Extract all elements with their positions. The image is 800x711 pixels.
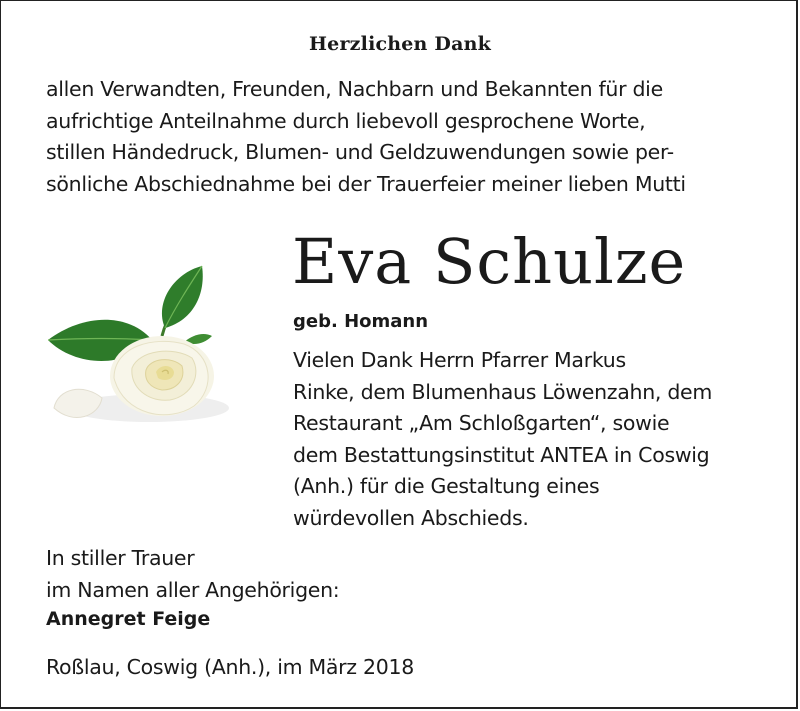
notice-heading: Herzlichen Dank	[309, 33, 491, 55]
place-date: Roßlau, Coswig (Anh.), im März 2018	[46, 655, 414, 679]
intro-text	[46, 74, 766, 200]
intro-line: stillen Händedruck, Blumen- und Geldzuwendungen sowie per-	[46, 140, 674, 164]
thanks-line: (Anh.) für die Gestaltung eines	[293, 474, 600, 498]
white-rose-icon	[44, 258, 234, 438]
thanks-text	[293, 345, 773, 534]
thanks-line: dem Bestattungsinstitut ANTEA in Coswig	[293, 442, 710, 467]
signer-name: Annegret Feige	[46, 608, 211, 630]
thanks-line: Vielen Dank Herrn Pfarrer Markus	[293, 348, 626, 372]
intro-line: aufrichtige Anteilnahme durch liebevoll gesprochene Worte,	[46, 108, 646, 133]
rose-bloom	[110, 336, 214, 416]
closing-text	[46, 543, 339, 606]
intro-line: allen Verwandten, Freunden, Nachbarn und Bekannten für die	[46, 77, 663, 101]
thanks-line: Restaurant „Am Schloßgarten“, sowie	[293, 411, 670, 435]
closing-line: im Namen aller Angehörigen:	[46, 577, 340, 602]
closing-line: In stiller Trauer	[46, 546, 195, 570]
thanks-line: Rinke, dem Blumenhaus Löwenzahn, dem	[293, 379, 713, 404]
maiden-name: geb. Homann	[293, 311, 429, 332]
thanks-line: würdevollen Abschieds.	[293, 505, 529, 530]
intro-line: sönliche Abschiednahme bei der Trauerfeier meiner lieben Mutti	[46, 171, 686, 196]
deceased-name: Eva Schulze	[292, 225, 687, 298]
